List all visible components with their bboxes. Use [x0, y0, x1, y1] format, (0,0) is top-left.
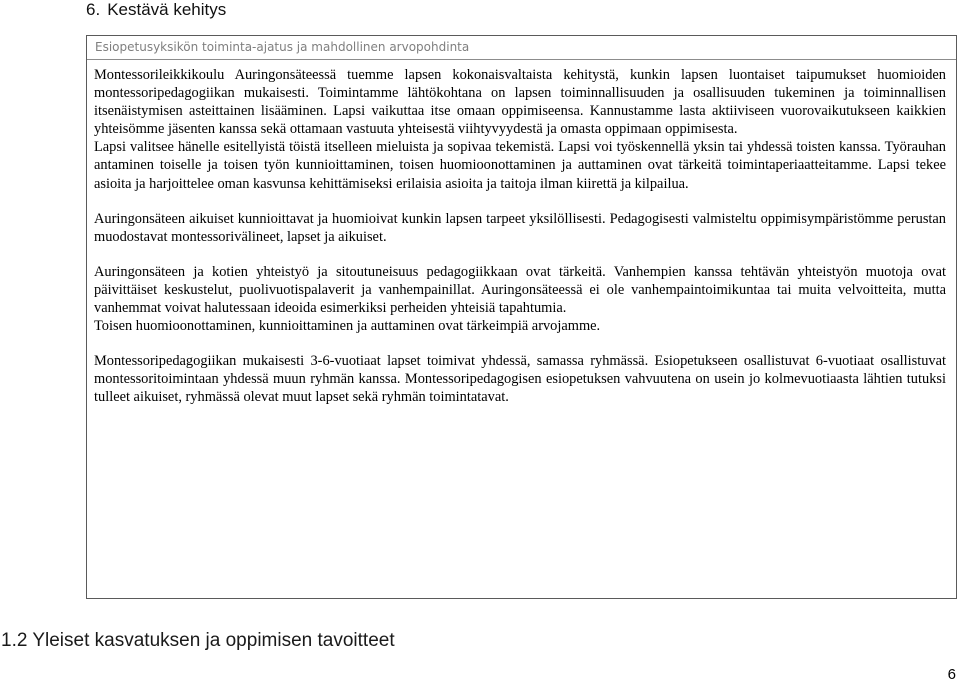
paragraph-1b: Lapsi valitsee hänelle esitellyistä töistä itselleen mieluista ja sopivaa tekemistä. Lapsi voi työskennellä yksin tai yhdessä toisten kanssa. Työrauhan antaminen toiselle ja toisen työn kunnioittaminen, toisen huomioonottaminen ja auttaminen ovat tärkeitä toimintaperiaatteitamme. Lapsi tekee asioita ja harjoittelee oman kasvunsa kehittämiseksi erilaisia asioita ja taitoja ilman kiirettä ja kilpailua.: [94, 139, 946, 192]
box-title: Esiopetusyksikön toiminta-ajatus ja mahdollinen arvopohdinta: [95, 40, 470, 54]
content-box: [86, 35, 957, 599]
paragraph-1a: Montessorileikkikoulu Auringonsäteessä tuemme lapsen kokonaisvaltaista kehitystä, kunkin lapsen luontaiset taipumukset huomioiden montessoripedagogiikan mukaisesti. Toimintamme lähtökohtana on lapsen toiminnallisuuden ja osallisuuden tukeminen ja toiminnallisen itsenäistymisen asteittainen lisääminen. Lapsi vaikuttaa itse omaan oppimiseensa. Kannustamme lasta aktiiviseen vuorovaikutukseen kaikkien yhteisömme jäsenten kanssa sekä ottamaan vastuuta yhteisestä viihtyvyydestä ja omasta oppimaan oppimisesta.: [94, 67, 946, 138]
subsection-heading: 1.2 Yleiset kasvatuksen ja oppimisen tavoitteet: [1, 630, 395, 651]
section-heading: [86, 0, 226, 20]
page-number: 6: [947, 666, 956, 683]
section-number: 6.: [86, 0, 101, 19]
paragraph-3b: Toisen huomioonottaminen, kunnioittaminen ja auttaminen ovat tärkeimpiä arvojamme.: [94, 318, 601, 335]
box-body: [94, 66, 946, 407]
paragraph-gap: [94, 246, 946, 263]
section-title: Kestävä kehitys: [107, 0, 227, 19]
paragraph-4: Montessoripedagogiikan mukaisesti 3-6-vuotiaat lapset toimivat yhdessä, samassa ryhmässä. Esiopetukseen osallistuvat 6-vuotiaat osallistuvat montessoritoimintaan yhdessä muun ryhmän kanssa. Montessoripedagogisen esiopetuksen vahvuutena on usein jo kolmevuotiaasta lähtien tutuksi tulleet aikuiset, ryhmässä olevat muut lapset sekä ryhmän toimintatavat.: [94, 353, 946, 406]
paragraph-gap: [94, 193, 946, 210]
title-divider: [87, 59, 956, 60]
paragraph-2: Auringonsäteen aikuiset kunnioittavat ja huomioivat kunkin lapsen tarpeet yksilöllisesti. Pedagogisesti valmisteltu oppimisympäristömme perustan muodostavat montessorivälineet, lapset ja aikuiset.: [94, 210, 946, 245]
paragraph-3a: Auringonsäteen ja kotien yhteistyö ja sitoutuneisuus pedagogiikkaan ovat tärkeitä. Vanhempien kanssa tehtävän yhteistyön muotoja ovat päivittäiset keskustelut, puolivuotispalaverit ja vanhempainillat. Auringonsäteessä ei ole vanhempaintoimikuntaa tai muita velvoitteita, mutta vanhemmat voivat halutessaan ideoida esimerkiksi perheiden yhteisiä tapahtumia.: [94, 263, 946, 317]
paragraph-gap: [94, 335, 946, 352]
